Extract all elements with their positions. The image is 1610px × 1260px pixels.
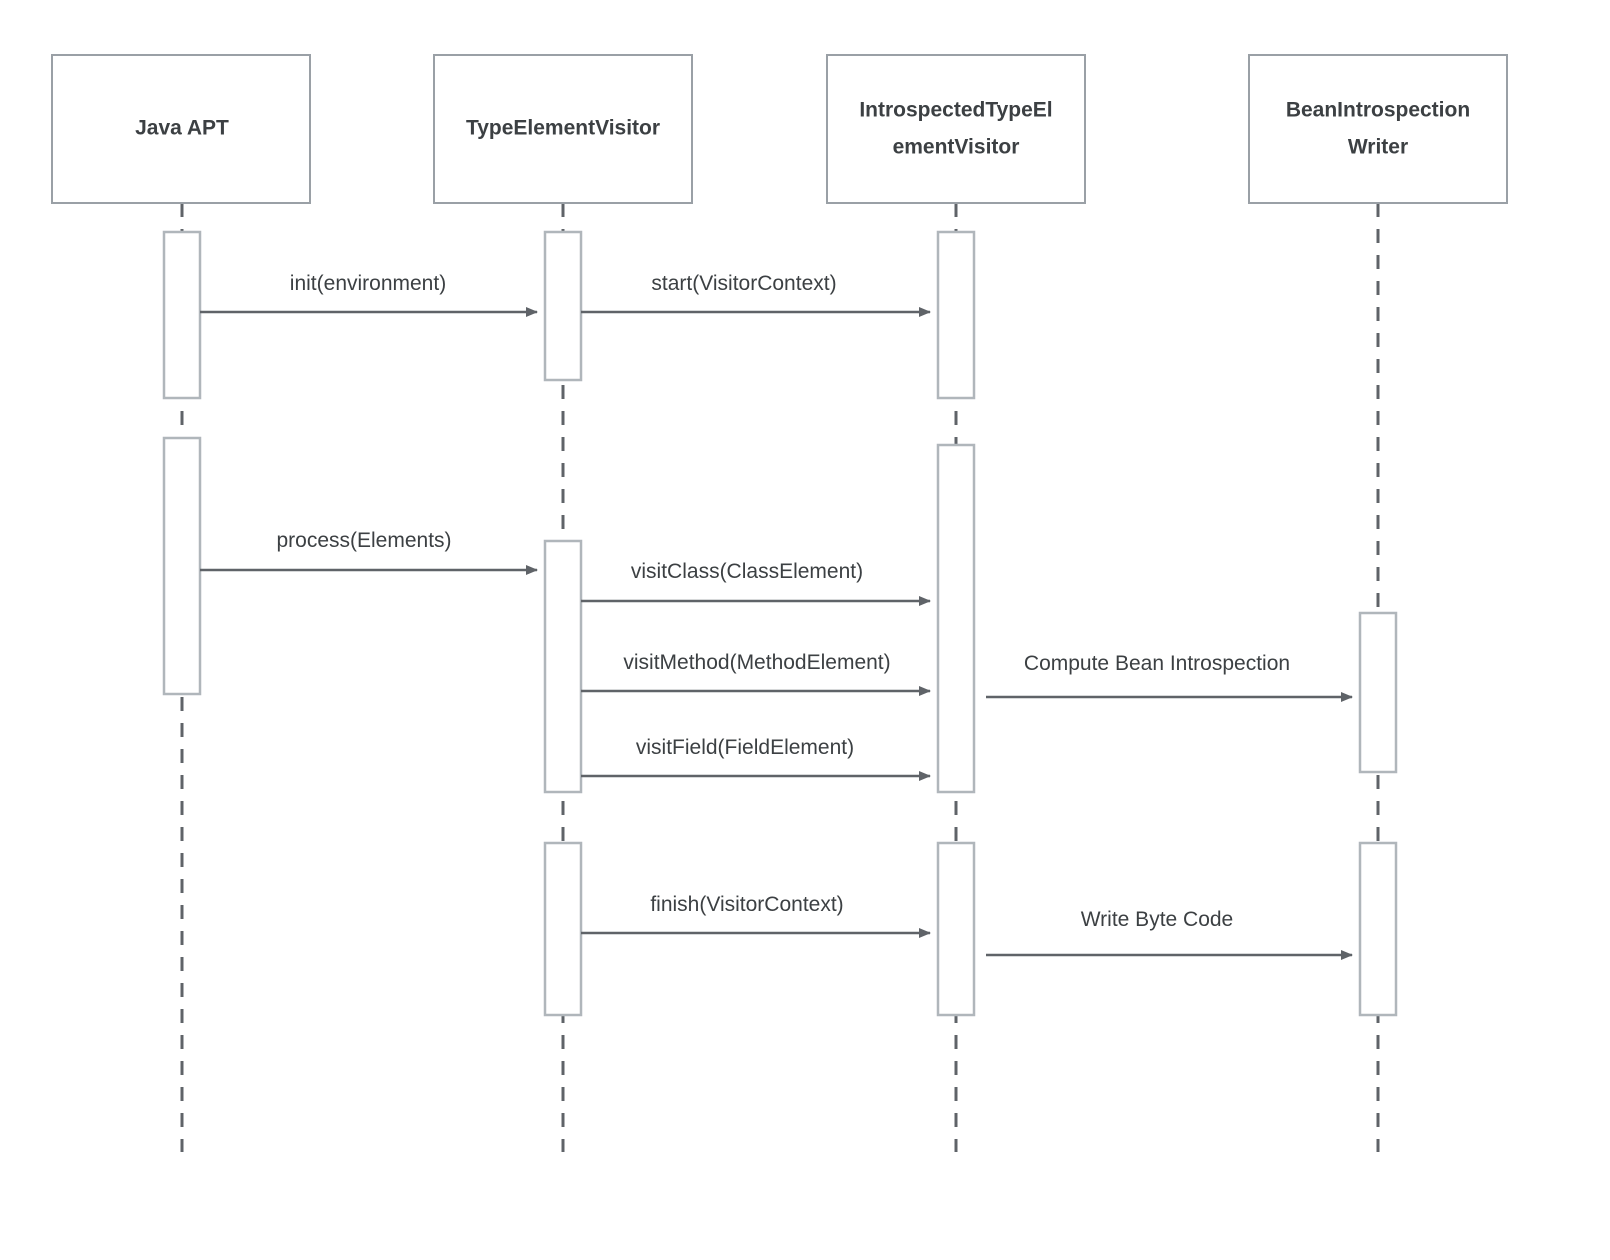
activation-bar bbox=[545, 232, 581, 380]
participant-box bbox=[827, 55, 1085, 203]
message-label: process(Elements) bbox=[276, 529, 452, 552]
activation-bar bbox=[938, 843, 974, 1015]
message-label: Write Byte Code bbox=[1080, 908, 1234, 931]
message-label: init(environment) bbox=[289, 272, 447, 295]
participant-label: Java APT bbox=[135, 116, 229, 140]
activation-bar bbox=[1360, 843, 1396, 1015]
activation-bar bbox=[938, 232, 974, 398]
message-label: Compute Bean Introspection bbox=[1023, 652, 1291, 675]
message-write-byte-code bbox=[986, 908, 1352, 955]
activation-bar bbox=[938, 445, 974, 792]
activation-bar bbox=[164, 232, 200, 398]
participant-introspected-type-element-visitor[interactable] bbox=[827, 55, 1085, 203]
message-init-environment bbox=[200, 272, 537, 312]
message-finish-visitorcontext bbox=[581, 893, 930, 933]
participant-label: TypeElementVisitor bbox=[465, 116, 661, 140]
message-visitmethod-methodelement bbox=[581, 651, 930, 691]
participant-java-apt[interactable] bbox=[52, 55, 310, 203]
activation-bar bbox=[545, 843, 581, 1015]
message-visitfield-fieldelement bbox=[581, 736, 930, 776]
participant-box bbox=[1249, 55, 1507, 203]
message-process-elements bbox=[200, 529, 537, 570]
participant-bean-introspection-writer[interactable] bbox=[1249, 55, 1507, 203]
participant-label-line2: ementVisitor bbox=[892, 135, 1020, 159]
activation-bar bbox=[1360, 613, 1396, 772]
message-label: start(VisitorContext) bbox=[651, 272, 837, 295]
participant-label-line1: IntrospectedTypeEl bbox=[859, 98, 1053, 122]
activation-bar bbox=[164, 438, 200, 694]
message-compute-bean-introspection bbox=[986, 652, 1352, 697]
message-label: visitField(FieldElement) bbox=[635, 736, 855, 759]
participant-label-line1: BeanIntrospection bbox=[1285, 98, 1471, 122]
participant-type-element-visitor[interactable] bbox=[434, 55, 692, 203]
message-label: visitClass(ClassElement) bbox=[630, 560, 864, 583]
message-label: visitMethod(MethodElement) bbox=[623, 651, 891, 674]
message-visitclass-classelement bbox=[581, 560, 930, 601]
message-label: finish(VisitorContext) bbox=[650, 893, 844, 916]
activation-bar bbox=[545, 541, 581, 792]
participant-label-line2: Writer bbox=[1347, 135, 1409, 159]
lifelines-group bbox=[182, 203, 1378, 1152]
message-start-visitorcontext bbox=[581, 272, 930, 312]
